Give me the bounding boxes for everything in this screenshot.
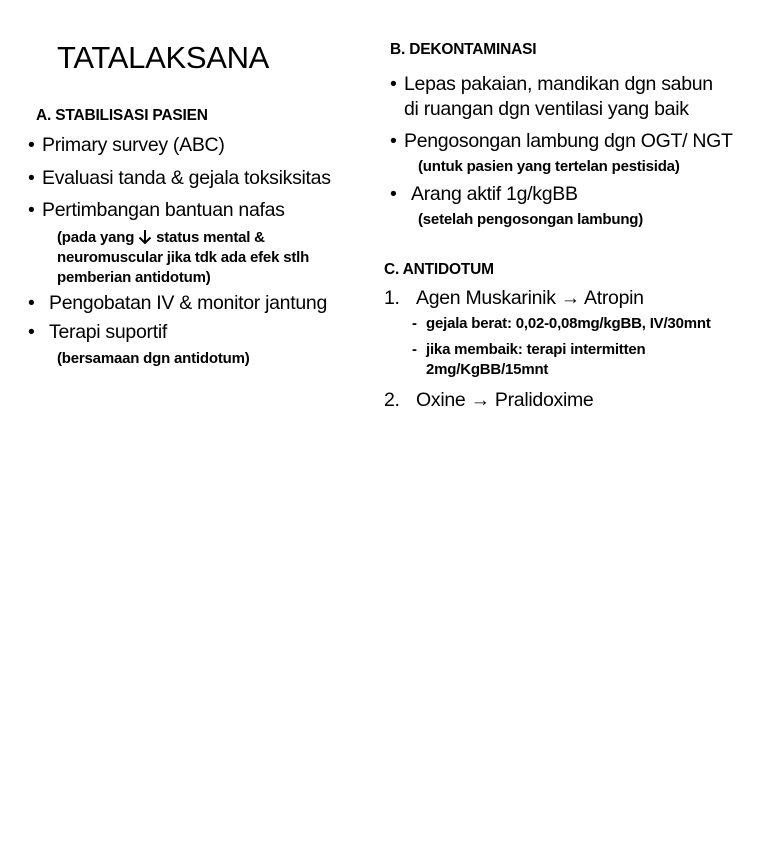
section-a-note-1-line-1 xyxy=(57,228,309,248)
down-arrow-icon xyxy=(138,229,152,245)
section-c-heading: C. ANTIDOTUM xyxy=(384,261,494,278)
section-c-dash-2-line-1: jika membaik: terapi intermitten xyxy=(426,341,646,358)
section-c-dash-1 xyxy=(412,315,711,332)
page-title: TATALAKSANA xyxy=(57,40,270,75)
bullet: • xyxy=(28,167,35,189)
section-c-item-1-pre: Agen Muskarinik xyxy=(416,287,556,309)
section-b-item-3-text: Arang aktif 1g/kgBB xyxy=(411,183,578,205)
section-c-item-1-post: Atropin xyxy=(584,287,644,309)
section-a-note-1 xyxy=(57,228,309,288)
section-c-dash-1-text: gejala berat: 0,02-0,08mg/kgBB, IV/30mnt xyxy=(426,315,711,332)
section-c-item-2 xyxy=(384,389,593,412)
section-a-item-4-text: Pengobatan IV & monitor jantung xyxy=(49,292,327,314)
note-1-pre: (pada yang xyxy=(57,229,135,246)
section-a-note-1-line-3: pemberian antidotum) xyxy=(57,269,211,286)
section-a-item-1 xyxy=(28,134,225,157)
section-a-item-4 xyxy=(28,292,327,315)
section-c-dash-2-line-2: 2mg/KgBB/15mnt xyxy=(426,361,549,378)
section-a-item-3-text: Pertimbangan bantuan nafas xyxy=(42,199,285,221)
section-b-item-1 xyxy=(390,73,713,96)
section-c-dash-2 xyxy=(412,341,646,358)
bullet: • xyxy=(28,292,35,314)
section-b-item-2-note: (untuk pasien yang tertelan pestisida) xyxy=(418,158,680,175)
section-c-item-2-number: 2. xyxy=(384,389,400,411)
section-a-item-5-text: Terapi suportif xyxy=(49,321,167,343)
section-a-item-2-text: Evaluasi tanda & gejala toksiksitas xyxy=(42,167,331,189)
bullet: • xyxy=(28,321,35,343)
section-b-item-3 xyxy=(390,183,578,206)
section-c-item-2-post: Pralidoxime xyxy=(494,389,594,411)
right-arrow-icon: → xyxy=(470,389,490,411)
right-arrow-icon: → xyxy=(560,287,580,309)
dash-marker: - xyxy=(412,315,417,332)
section-a-item-2 xyxy=(28,167,331,190)
section-a-heading: A. STABILISASI PASIEN xyxy=(36,107,208,124)
note-1-post: status mental & xyxy=(156,229,265,246)
bullet: • xyxy=(28,134,35,156)
bullet: • xyxy=(390,130,397,152)
bullet: • xyxy=(28,199,35,221)
dash-marker: - xyxy=(412,341,417,358)
section-b-heading: B. DEKONTAMINASI xyxy=(390,41,537,58)
section-a-item-3 xyxy=(28,199,285,222)
section-a-item-1-text: Primary survey (ABC) xyxy=(42,134,225,156)
section-a-note-1-line-2: neuromuscular jika tdk ada efek stlh xyxy=(57,249,310,266)
section-c-item-1 xyxy=(384,287,644,310)
section-b-item-1-line-1: Lepas pakaian, mandikan dgn sabun xyxy=(404,73,713,95)
section-b-item-3-note: (setelah pengosongan lambung) xyxy=(418,211,644,228)
bullet: • xyxy=(390,183,397,205)
section-b-item-2 xyxy=(390,130,733,153)
section-a-note-2: (bersamaan dgn antidotum) xyxy=(57,350,250,367)
section-a-item-5 xyxy=(28,321,167,344)
section-b-item-2-text: Pengosongan lambung dgn OGT/ NGT xyxy=(404,130,733,152)
section-c-item-2-pre: Oxine xyxy=(416,389,466,411)
section-b-item-1-line-2: di ruangan dgn ventilasi yang baik xyxy=(404,98,689,120)
section-c-item-1-number: 1. xyxy=(384,287,400,309)
bullet: • xyxy=(390,73,397,95)
